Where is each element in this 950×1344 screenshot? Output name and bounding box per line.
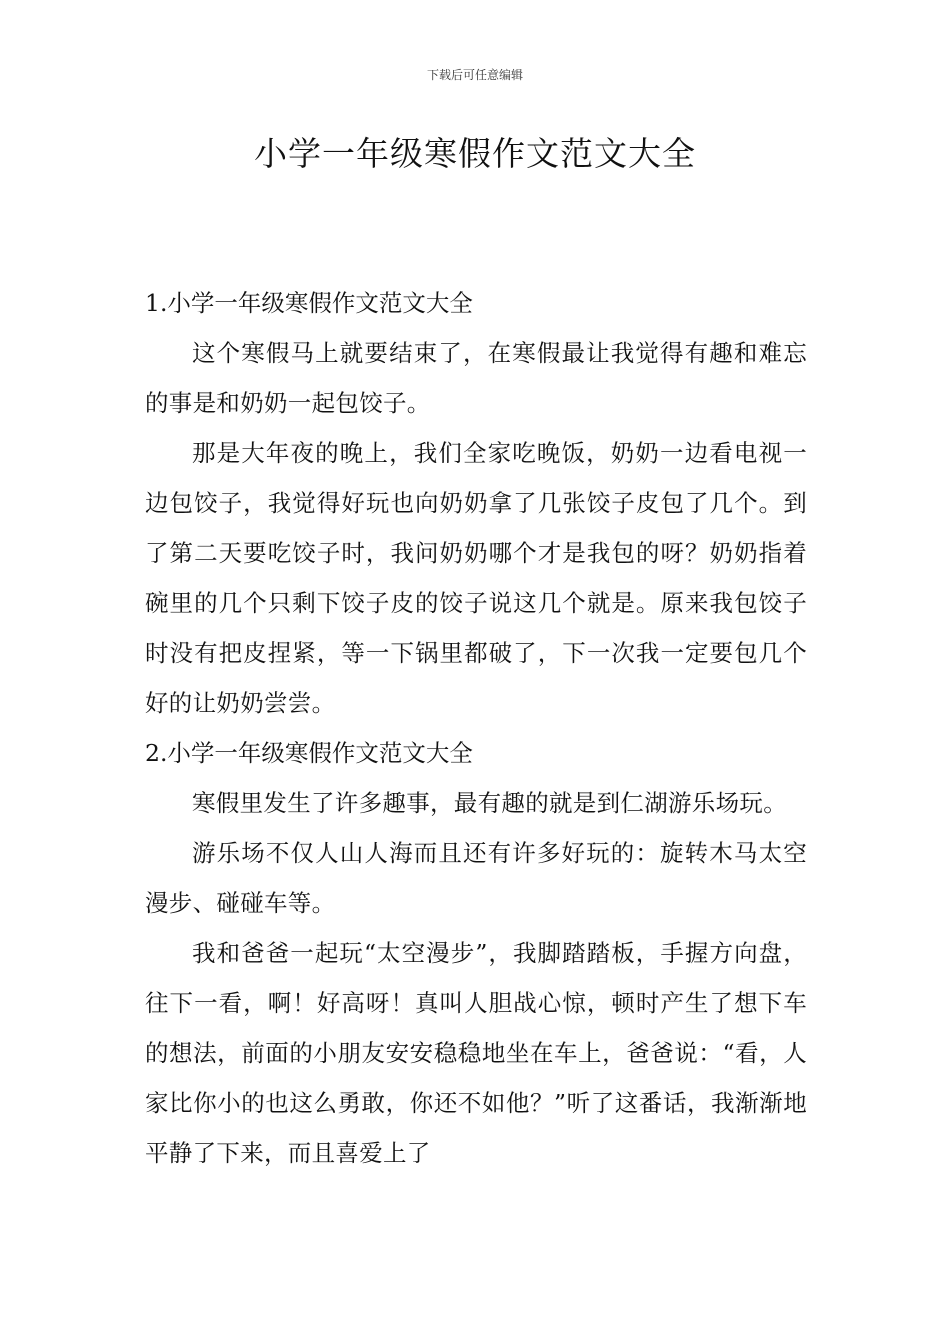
section-heading: 2.小学一年级寒假作文范文大全 (145, 739, 473, 767)
paragraph: 这个寒假马上就要结束了，在寒假最让我觉得有趣和难忘的事是和奶奶一起包饺子。 (145, 339, 807, 417)
paragraph: 游乐场不仅人山人海而且还有许多好玩的：旋转木马太空漫步、碰碰车等。 (145, 839, 807, 917)
section-heading: 1.小学一年级寒假作文范文大全 (145, 289, 473, 317)
paragraph: 那是大年夜的晚上，我们全家吃晚饭，奶奶一边看电视一边包饺子，我觉得好玩也向奶奶拿了几张饺子皮包了几个。到了第二天要吃饺子时，我问奶奶哪个才是我包的呀？奶奶指着碗里的几个只剩下饺子皮的饺子说这几个就是。原来我包饺子时没有把皮捏紧，等一下锅里都破了，下一次我一定要包几个好的让奶奶尝尝。 (145, 439, 807, 717)
document-title: 小学一年级寒假作文范文大全 (254, 134, 696, 173)
paragraph: 我和爸爸一起玩“太空漫步”，我脚踏踏板，手握方向盘，往下一看，啊！好高呀！真叫人胆战心惊，顿时产生了想下车的想法，前面的小朋友安安稳稳地坐在车上，爸爸说：“看，人家比你小的也这么勇敢，你还不如他？”听了这番话，我渐渐地平静了下来，而且喜爱上了 (145, 939, 807, 1167)
header-note: 下载后可任意编辑 (426, 68, 523, 82)
section-2 (145, 728, 807, 1178)
section-1 (145, 278, 807, 728)
paragraph: 寒假里发生了许多趣事，最有趣的就是到仁湖游乐场玩。 (192, 789, 787, 817)
document-body (145, 278, 807, 1178)
